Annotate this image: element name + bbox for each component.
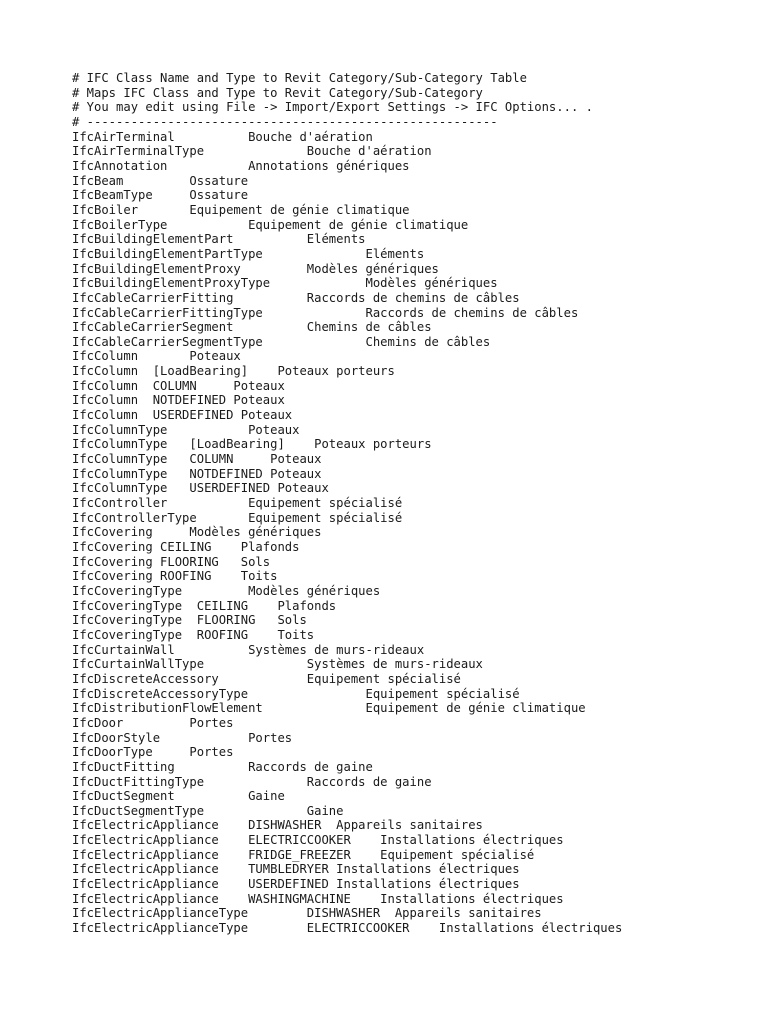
mapping-line: IfcDuctFittingType Raccords de gaine [72, 774, 432, 789]
mapping-line: IfcBuildingElementProxy Modèles génériques [72, 261, 439, 276]
mapping-line: IfcCovering FLOORING Sols [72, 554, 271, 569]
mapping-line: IfcCovering Modèles génériques [72, 525, 322, 540]
separator-line: # -------------------------------------------------------- [72, 114, 498, 129]
mapping-line: IfcBoilerType Equipement de génie climatique [72, 217, 469, 232]
mapping-line: IfcCableCarrierSegmentType Chemins de câbles [72, 334, 491, 349]
mapping-line: IfcDoorType Portes [72, 745, 234, 760]
mapping-line: IfcController Equipement spécialisé [72, 496, 403, 511]
mapping-line: IfcCoveringType ROOFING Toits [72, 627, 315, 642]
mapping-line: IfcDistributionFlowElement Equipement de génie climatique [72, 701, 586, 716]
mapping-line: IfcDiscreteAccessory Equipement spécialisé [72, 671, 461, 686]
mapping-line: IfcColumnType USERDEFINED Poteaux [72, 481, 329, 496]
comment-line: # You may edit using File -> Import/Export Settings -> IFC Options... . [72, 100, 593, 115]
mapping-line: IfcElectricAppliance WASHINGMACHINE Installations électriques [72, 891, 564, 906]
mapping-line: IfcDuctSegment Gaine [72, 789, 285, 804]
mapping-line: IfcColumn Poteaux [72, 349, 241, 364]
mapping-line: IfcElectricAppliance TUMBLEDRYER Installations électriques [72, 862, 520, 877]
mapping-line: IfcBoiler Equipement de génie climatique [72, 202, 410, 217]
mapping-line: IfcAnnotation Annotations génériques [72, 158, 410, 173]
mapping-line: IfcCovering ROOFING Toits [72, 569, 278, 584]
mapping-line: IfcCurtainWallType Systèmes de murs-rideaux [72, 657, 483, 672]
mapping-line: IfcColumn COLUMN Poteaux [72, 378, 285, 393]
mapping-line: IfcColumnType COLUMN Poteaux [72, 452, 322, 467]
mapping-line: IfcCoveringType CEILING Plafonds [72, 598, 337, 613]
mapping-line: IfcElectricApplianceType DISHWASHER Appareils sanitaires [72, 906, 542, 921]
mapping-line: IfcDoorStyle Portes [72, 730, 293, 745]
mapping-line: IfcControllerType Equipement spécialisé [72, 510, 403, 525]
mapping-line: IfcElectricApplianceType ELECTRICCOOKER Installations électriques [72, 921, 623, 936]
mapping-line: IfcElectricAppliance FRIDGE_FREEZER Equipement spécialisé [72, 847, 535, 862]
mapping-line: IfcColumnType Poteaux [72, 422, 300, 437]
mapping-line: IfcDuctFitting Raccords de gaine [72, 759, 373, 774]
mapping-line: IfcBuildingElementPartType Eléments [72, 246, 425, 261]
mapping-line: IfcCurtainWall Systèmes de murs-rideaux [72, 642, 425, 657]
mapping-line: IfcBuildingElementProxyType Modèles génériques [72, 276, 498, 291]
mapping-table-text [72, 71, 752, 936]
mapping-line: IfcBuildingElementPart Eléments [72, 232, 366, 247]
mapping-line: IfcDuctSegmentType Gaine [72, 803, 344, 818]
mapping-line: IfcColumn NOTDEFINED Poteaux [72, 393, 285, 408]
mapping-line: IfcCoveringType Modèles génériques [72, 583, 381, 598]
mapping-line: IfcElectricAppliance ELECTRICCOOKER Installations électriques [72, 833, 564, 848]
mapping-line: IfcCableCarrierFitting Raccords de chemins de câbles [72, 290, 520, 305]
mapping-line: IfcColumn [LoadBearing] Poteaux porteurs [72, 364, 395, 379]
mapping-line: IfcColumnType [LoadBearing] Poteaux porteurs [72, 437, 432, 452]
comment-line: # IFC Class Name and Type to Revit Category/Sub-Category Table [72, 71, 527, 85]
mapping-line: IfcColumnType NOTDEFINED Poteaux [72, 466, 322, 481]
comment-line: # Maps IFC Class and Type to Revit Category/Sub-Category [72, 85, 483, 100]
mapping-line: IfcAirTerminalType Bouche d'aération [72, 144, 432, 159]
mapping-line: IfcBeamType Ossature [72, 188, 249, 203]
mapping-line: IfcCoveringType FLOORING Sols [72, 613, 307, 628]
mapping-line: IfcElectricAppliance DISHWASHER Appareils sanitaires [72, 818, 483, 833]
mapping-line: IfcCableCarrierFittingType Raccords de chemins de câbles [72, 305, 579, 320]
mapping-line: IfcColumn USERDEFINED Poteaux [72, 408, 293, 423]
mapping-line: IfcDoor Portes [72, 715, 234, 730]
mapping-line: IfcAirTerminal Bouche d'aération [72, 129, 373, 144]
mapping-line: IfcDiscreteAccessoryType Equipement spécialisé [72, 686, 520, 701]
mapping-line: IfcCovering CEILING Plafonds [72, 540, 300, 554]
mapping-line: IfcCableCarrierSegment Chemins de câbles [72, 320, 432, 335]
mapping-line: IfcElectricAppliance USERDEFINED Installations électriques [72, 877, 520, 892]
mapping-line: IfcBeam Ossature [72, 173, 249, 188]
